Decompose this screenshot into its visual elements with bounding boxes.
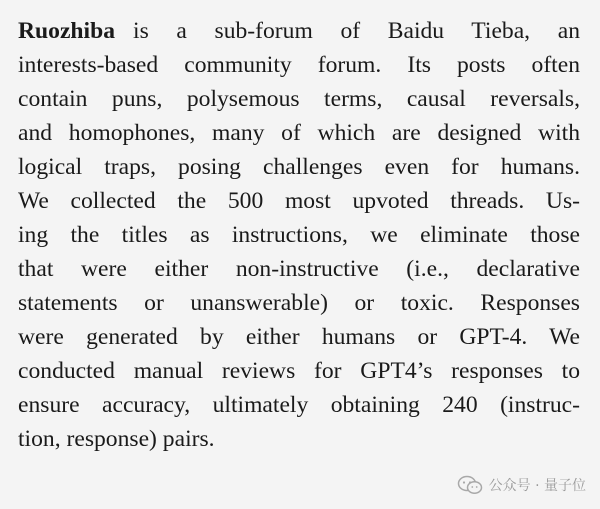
- watermark-text: 公众号 · 量子位: [488, 478, 586, 494]
- paragraph-line-10: were generated by either humans or GPT-4. We: [18, 324, 580, 350]
- watermark: [457, 475, 586, 495]
- paragraph-line-11: conducted manual reviews for GPT4’s responses to: [18, 358, 580, 384]
- wechat-icon: [457, 475, 483, 495]
- paragraph-line-2: interests-based community forum. Its posts often: [18, 52, 580, 78]
- paragraph-line-8: that were either non-instructive (i.e., declarative: [18, 256, 580, 282]
- paragraph-line-12: ensure accuracy, ultimately obtaining 240 (instruc-: [18, 392, 580, 418]
- paper-paragraph: [18, 14, 580, 456]
- term-ruozhiba: Ruozhiba: [18, 18, 116, 44]
- paragraph-line-13: tion, response) pairs.: [18, 426, 215, 452]
- paragraph-line-4: and homophones, many of which are designed with: [18, 120, 580, 146]
- paragraph-line-9: statements or unanswerable) or toxic. Responses: [18, 290, 580, 316]
- paragraph-line-6: We collected the 500 most upvoted threads. Us-: [18, 188, 580, 214]
- paragraph-line-1-text: is a sub-forum of Baidu Tieba, an: [133, 18, 580, 44]
- paragraph-line-3: contain puns, polysemous terms, causal reversals,: [18, 86, 580, 112]
- paragraph-line-7: ing the titles as instructions, we eliminate those: [18, 222, 580, 248]
- paragraph-line-5: logical traps, posing challenges even for humans.: [18, 154, 580, 180]
- paragraph-line-1: [18, 14, 580, 48]
